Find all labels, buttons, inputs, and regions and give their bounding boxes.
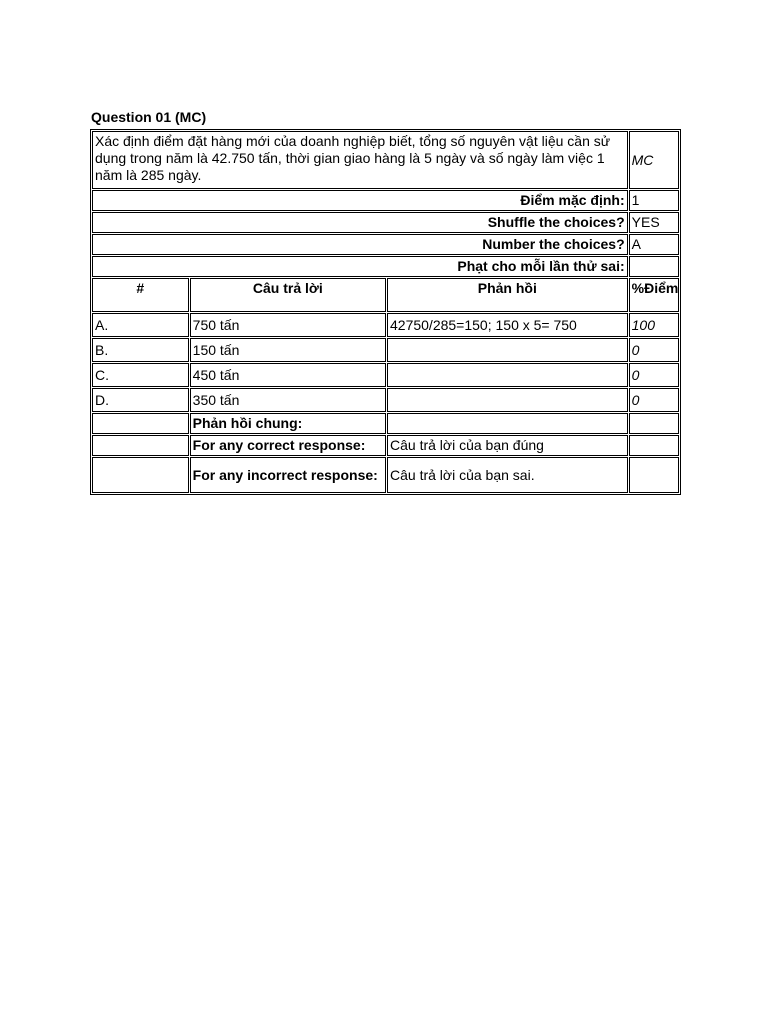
header-answer: Câu trả lời (190, 278, 386, 312)
choice-feedback (387, 338, 628, 362)
choice-percent: 0 (629, 388, 679, 412)
setting-label: Number the choices? (92, 234, 628, 255)
question-title: Question 01 (MC) (91, 109, 207, 125)
choice-percent: 100 (629, 313, 679, 337)
incorrect-feedback-label: For any incorrect response: (190, 457, 386, 493)
correct-feedback-value: Câu trả lời của bạn đúng (387, 435, 628, 456)
choice-feedback (387, 363, 628, 387)
setting-value (629, 256, 679, 277)
setting-label: Shuffle the choices? (92, 212, 628, 233)
setting-value: A (629, 234, 679, 255)
choice-row-b (92, 338, 679, 362)
setting-row-shuffle (92, 212, 679, 233)
choice-answer: 150 tấn (190, 338, 386, 362)
question-table (90, 129, 681, 495)
choice-row-a (92, 313, 679, 337)
choices-header-row (92, 278, 679, 312)
choice-percent: 0 (629, 338, 679, 362)
setting-row-default-points (92, 190, 679, 211)
incorrect-feedback-value: Câu trả lời của bạn sai. (387, 457, 628, 493)
general-feedback-row (92, 413, 679, 434)
setting-row-penalty (92, 256, 679, 277)
incorrect-feedback-row (92, 457, 679, 493)
header-feedback: Phản hồi (387, 278, 628, 312)
question-text: Xác định điểm đặt hàng mới của doanh nghiệp biết, tổng số nguyên vật liệu cần sử dụng trong năm là 42.750 tấn, thời gian giao hàng là 5 ngày và số ngày làm việc 1 năm là 285 ngày. (92, 131, 628, 189)
choice-num: B. (92, 338, 189, 362)
setting-value: YES (629, 212, 679, 233)
choice-answer: 750 tấn (190, 313, 386, 337)
setting-row-numbering (92, 234, 679, 255)
header-num: # (92, 278, 189, 312)
correct-feedback-row (92, 435, 679, 456)
choice-num: A. (92, 313, 189, 337)
general-feedback-value (387, 413, 628, 434)
choice-row-c (92, 363, 679, 387)
choice-answer: 350 tấn (190, 388, 386, 412)
choice-num: D. (92, 388, 189, 412)
choice-num: C. (92, 363, 189, 387)
setting-label: Phạt cho mỗi lần thử sai: (92, 256, 628, 277)
general-feedback-label: Phản hồi chung: (190, 413, 386, 434)
choice-percent: 0 (629, 363, 679, 387)
choice-feedback (387, 388, 628, 412)
choice-feedback: 42750/285=150; 150 x 5= 750 (387, 313, 628, 337)
header-percent: %Điểm (629, 278, 679, 312)
correct-feedback-label: For any correct response: (190, 435, 386, 456)
setting-value: 1 (629, 190, 679, 211)
choice-answer: 450 tấn (190, 363, 386, 387)
setting-label: Điểm mặc định: (92, 190, 628, 211)
choice-row-d (92, 388, 679, 412)
question-type: MC (629, 131, 679, 189)
question-row (92, 131, 679, 189)
